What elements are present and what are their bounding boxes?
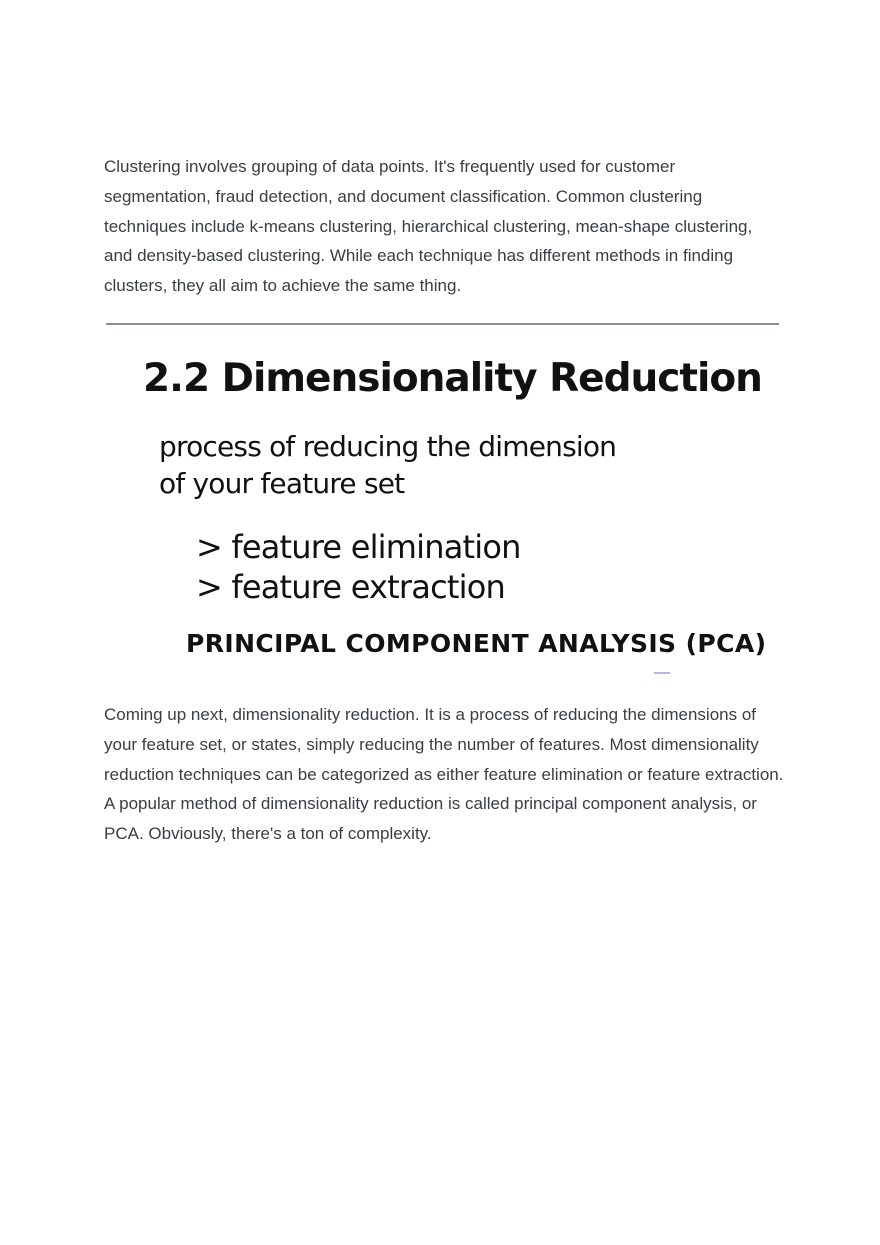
slide-bullet-feature-extraction: > feature extraction bbox=[196, 568, 505, 606]
section-divider bbox=[106, 323, 779, 325]
slide-bullet-feature-elimination: > feature elimination bbox=[196, 528, 521, 566]
slide-definition-line-1: process of reducing the dimension bbox=[159, 430, 617, 463]
paragraph-dimensionality-reduction: Coming up next, dimensionality reduction. It is a process of reducing the dimensions of your feature set, or states, simply reducing the number of features. Most dimensionality reduction techniques can be categorized as either feature elimination or feature extraction. A popular method of dimensionality reduction is called principal component analysis, or PCA. Obviously, there's a ton of complexity. bbox=[104, 705, 784, 844]
slide-image bbox=[106, 326, 778, 676]
paragraph-clustering: Clustering involves grouping of data points. It's frequently used for customer segmentation, fraud detection, and document classification. Common clustering techniques include k-means clustering, hierarchical clustering, mean-shape clustering, and density-based clustering. While each technique has different methods in finding clusters, they all aim to achieve the same thing. bbox=[104, 157, 753, 296]
slide-pca-heading: PRINCIPAL COMPONENT ANALYSIS (PCA) bbox=[186, 629, 767, 658]
slide-definition-line-2: of your feature set bbox=[159, 467, 405, 500]
pca-underline-mark bbox=[654, 672, 670, 674]
slide-title: 2.2 Dimensionality Reduction bbox=[143, 356, 762, 401]
